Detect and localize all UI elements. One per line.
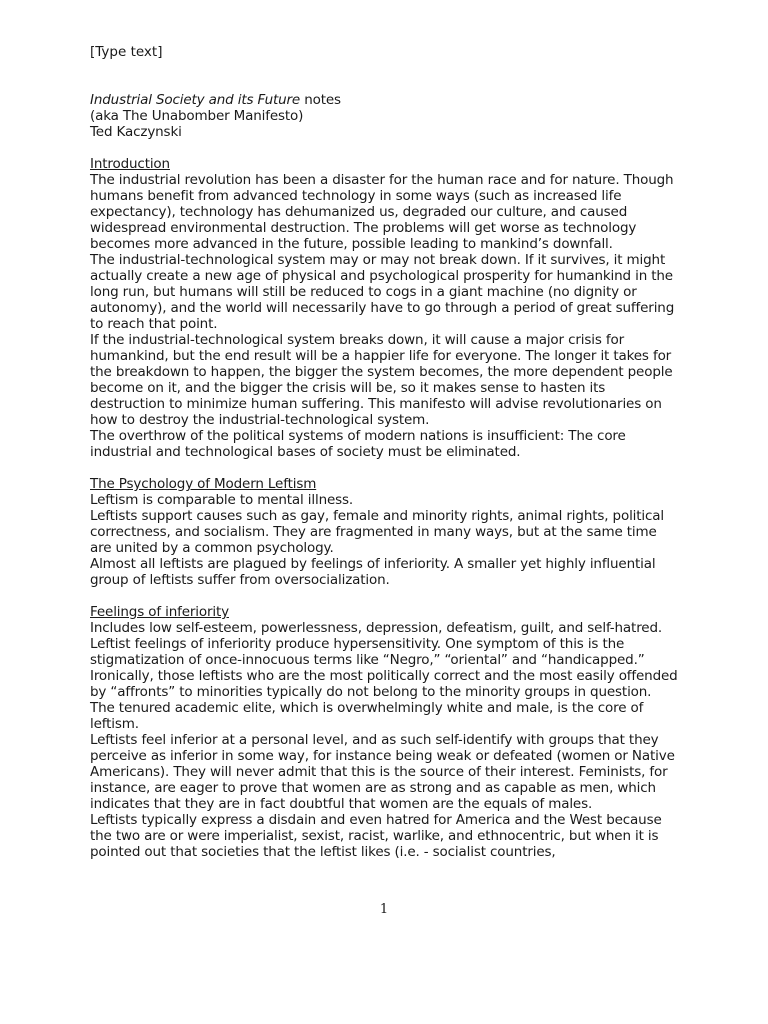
paragraph: Leftists typically express a disdain and even hatred for America and the West because the two are or were imperialist, sexist, racist, warlike, and ethnocentric, but when it is pointed out that societies that the leftist likes (i.e. - socialist countries, [90,812,662,860]
paragraph: Leftism is comparable to mental illness. [90,492,354,508]
page-header: [Type text] [90,44,163,60]
paragraph: The overthrow of the political systems of modern nations is insufficient: The core industrial and technological bases of society must be eliminated. [90,428,626,460]
spacer [90,460,680,476]
paragraph: Leftists support causes such as gay, female and minority rights, animal rights, political correctness, and socialism. They are fragmented in many ways, but at the same time are united by a common psychology. [90,508,665,556]
paragraph: Leftists feel inferior at a personal level, and as such self-identify with groups that they perceive as inferior in some way, for instance being weak or defeated (women or Native Americans). They will never admit that this is the source of their interest. Feminists, for instance, are eager to prove that women are as strong and as capable as men, which indicates that they are in fact doubtful that women are the equals of males. [90,732,675,812]
paragraph: Includes low self-esteem, powerlessness, depression, defeatism, guilt, and self-hatred. [90,620,663,636]
paragraph: Almost all leftists are plagued by feelings of inferiority. A smaller yet highly influential group of leftists suffer from oversocialization. [90,556,656,588]
title-italic: Industrial Society and its Future [90,92,301,108]
spacer [90,140,680,156]
paragraph: The industrial-technological system may or may not break down. If it survives, it might actually create a new age of physical and psychological prosperity for humankind in the long run, but humans will still be reduced to cogs in a giant machine (no dignity or autonomy), and the world will necessarily have to go through a period of great suffering to reach that point. [90,252,675,332]
document-body [90,92,680,860]
document-subtitle: (aka The Unabomber Manifesto) [90,108,304,124]
document-author: Ted Kaczynski [90,124,182,140]
document-title [90,92,680,108]
section-heading-introduction: Introduction [90,156,170,172]
spacer [90,588,680,604]
section-heading-inferiority: Feelings of inferiority [90,604,229,620]
paragraph: The industrial revolution has been a disaster for the human race and for nature. Though humans benefit from advanced technology in some ways (such as increased life expectancy), technology has dehumanized us, degraded our culture, and caused widespread environmental destruction. The problems will get worse as technology becomes more advanced in the future, possible leading to mankind’s downfall. [90,172,674,252]
page-number: 1 [379,902,389,917]
paragraph: Leftist feelings of inferiority produce hypersensitivity. One symptom of this is the stigmatization of once-innocuous terms like “Negro,” “oriental” and “handicapped.” Ironically, those leftists who are the most politically correct and the most easily offended by “affronts” to minorities typically do not belong to the minority groups in question. The tenured academic elite, which is overwhelmingly white and male, is the core of leftism. [90,636,678,732]
paragraph: If the industrial-technological system breaks down, it will cause a major crisis for humankind, but the end result will be a happier life for everyone. The longer it takes for the breakdown to happen, the bigger the system becomes, the more dependent people become on it, and the bigger the crisis will be, so it makes sense to hasten its destruction to minimize human suffering. This manifesto will advise revolutionaries on how to destroy the industrial-technological system. [90,332,673,428]
title-suffix: notes [300,92,341,108]
section-heading-psychology: The Psychology of Modern Leftism [90,476,317,492]
